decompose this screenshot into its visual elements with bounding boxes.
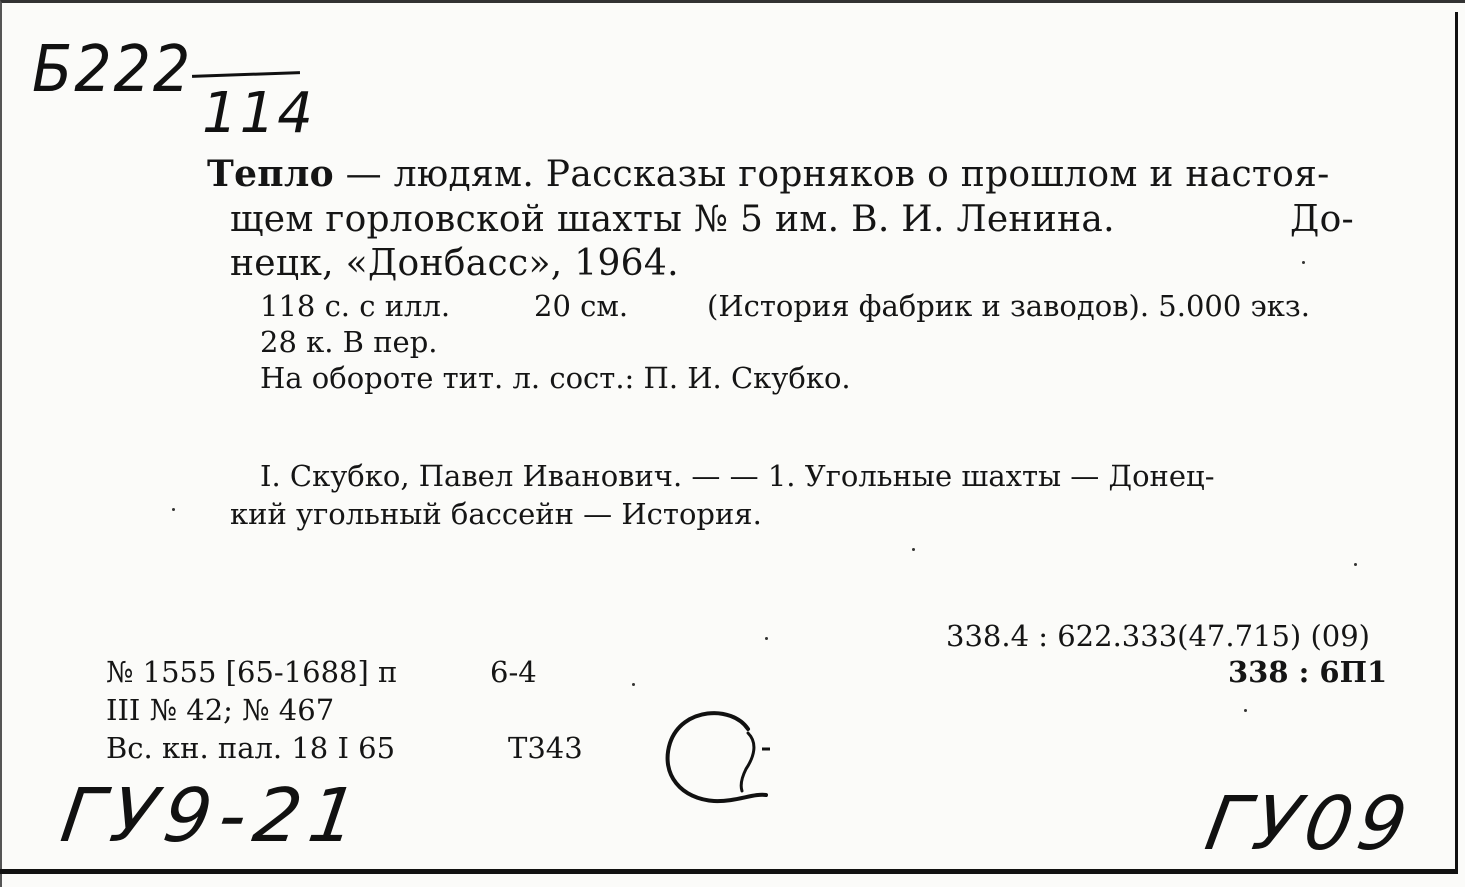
- circle-stamp: [662, 703, 792, 813]
- entry-title-lead: Тепло: [207, 153, 334, 195]
- speck: [172, 508, 175, 511]
- collation-series: (История фабрик и заводов). 5.000 экз.: [707, 289, 1310, 323]
- entry-imprint: нецк, «Донбасс», 1964.: [230, 243, 679, 284]
- bbk-number: 338 : 6П1: [1228, 655, 1388, 689]
- handwritten-note-right: ГУ09: [1199, 781, 1420, 867]
- entry-title-line-2: щем горловской шахты № 5 им. В. И. Ленина.: [230, 199, 1115, 240]
- shelfmark-divider: [192, 71, 300, 78]
- entry-title-rest: — людям. Рассказы горняков о прошлом и настоя-: [333, 154, 1330, 195]
- entry-title-line-2-end: До-: [1290, 199, 1355, 240]
- shelfmark-main: Б222: [32, 33, 193, 107]
- compiler-note: На обороте тит. л. сост.: П. И. Скубко.: [260, 361, 851, 395]
- udc-number: 338.4 : 622.333(47.715) (09): [946, 619, 1370, 653]
- speck: [912, 548, 915, 551]
- speck: [632, 683, 635, 686]
- speck: [1244, 709, 1247, 712]
- speck: [1302, 261, 1305, 264]
- tracings-line-1: I. Скубко, Павел Иванович. — — 1. Угольные шахты — Донец-: [260, 459, 1215, 493]
- collation-price: 28 к. В пер.: [260, 325, 438, 359]
- shelfmark-sub: 114: [202, 81, 315, 146]
- entry-title-line-1: [207, 153, 1330, 195]
- card-edge-bottom: [0, 869, 1458, 874]
- card-edge-right: [1455, 12, 1458, 874]
- handwritten-note-left: ГУ9-21: [55, 773, 371, 859]
- register-line-2: III № 42; № 467: [106, 693, 335, 727]
- speck: [765, 637, 768, 640]
- print-code: Т343: [508, 731, 583, 765]
- register-number: № 1555 [65-1688] п: [106, 655, 398, 689]
- register-code: 6-4: [490, 655, 537, 689]
- tracings-line-2: кий угольный бассейн — История.: [230, 497, 762, 531]
- collation-size: 20 см.: [534, 289, 629, 323]
- collation-pages: 118 с. с илл.: [260, 289, 451, 323]
- speck: [1354, 563, 1357, 566]
- chamber-date: Вс. кн. пал. 18 I 65: [106, 731, 396, 765]
